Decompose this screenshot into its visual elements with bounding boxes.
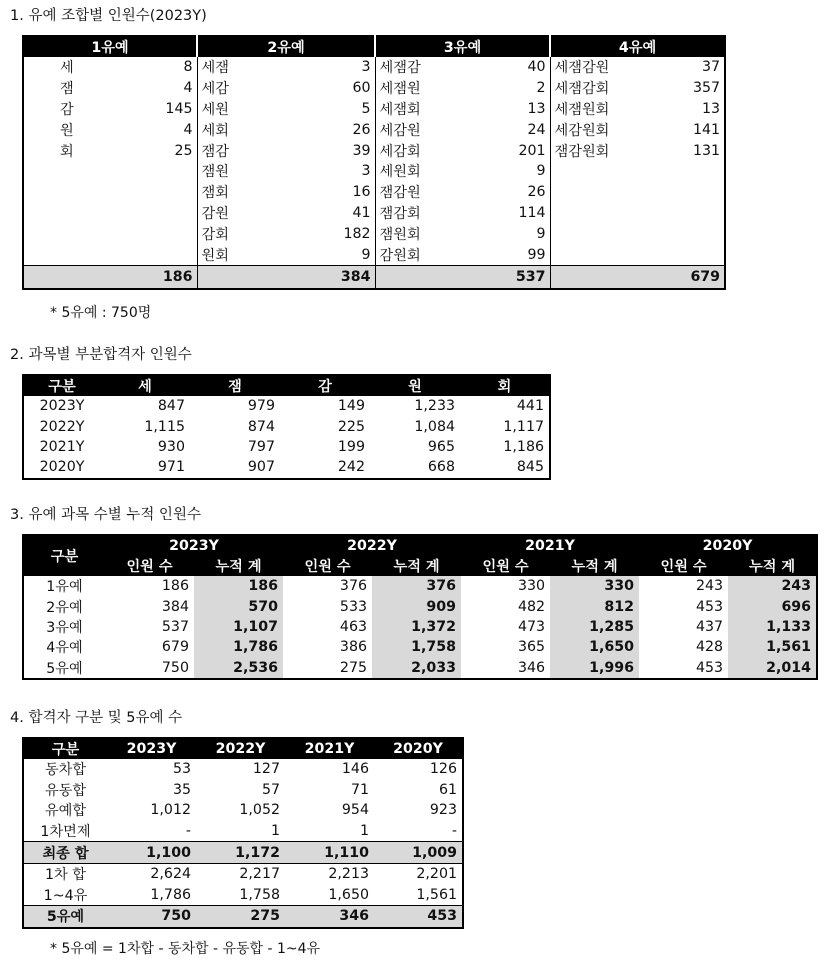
combination-name: 감원회 bbox=[375, 244, 475, 265]
passer-value: 2,624 bbox=[107, 863, 196, 884]
passer-value: 1,110 bbox=[285, 842, 374, 864]
year-header: 2020Y bbox=[639, 535, 817, 556]
passer-value: 1,650 bbox=[328, 886, 369, 903]
combination-count: 13 bbox=[527, 100, 546, 117]
subject-value: 1,084 bbox=[414, 418, 455, 435]
combination-name: 원 bbox=[60, 122, 74, 139]
passer-value: 954 bbox=[341, 802, 369, 819]
combination-count: 40 bbox=[527, 59, 546, 76]
combination-name: 잼감원회 bbox=[550, 140, 650, 161]
subject-value: 965 bbox=[427, 438, 455, 455]
cumulative-value: 330 bbox=[550, 576, 639, 596]
passer-value: - bbox=[451, 823, 457, 840]
subject-header-row bbox=[23, 375, 550, 396]
passer-value: 1,052 bbox=[239, 802, 280, 819]
passer-value: 146 bbox=[341, 761, 369, 778]
subject-value: 907 bbox=[247, 459, 275, 476]
subject-row bbox=[23, 416, 550, 436]
count-value: 384 bbox=[161, 598, 189, 615]
passer-row bbox=[23, 906, 463, 928]
year-label: 2020Y bbox=[39, 459, 85, 476]
section1-heading: 1. 유예 조합별 인원수(2023Y) bbox=[10, 8, 207, 24]
subject-value: 199 bbox=[337, 438, 365, 455]
row-label: 4유예 bbox=[46, 640, 83, 657]
count-value: 275 bbox=[339, 659, 368, 676]
cumulative-value: 1,650 bbox=[550, 637, 639, 657]
passer-row bbox=[23, 759, 463, 780]
header-4yuye: 4유예 bbox=[550, 36, 725, 57]
passer-header-cell: 2020Y bbox=[374, 738, 463, 759]
combination-count: 26 bbox=[352, 121, 371, 138]
passer-value: 1,758 bbox=[239, 886, 280, 903]
sub-header: 인원 수 bbox=[461, 556, 550, 576]
passer-value: 275 bbox=[196, 906, 285, 928]
passer-value: 1,100 bbox=[107, 842, 196, 864]
combination-name: 세회 bbox=[197, 119, 300, 140]
combination-name bbox=[550, 244, 650, 265]
combination-count: 37 bbox=[702, 59, 721, 76]
count-value: 453 bbox=[695, 659, 724, 676]
cumulative-value: 1,133 bbox=[728, 617, 817, 637]
combination-name bbox=[550, 161, 650, 182]
cumulative-value: 1,372 bbox=[372, 617, 461, 637]
combination-count bbox=[124, 244, 197, 265]
sub-header: 누적 계 bbox=[728, 556, 817, 576]
sub-header: 인원 수 bbox=[283, 556, 372, 576]
combination-total: 384 bbox=[300, 265, 375, 289]
count-value: 679 bbox=[161, 639, 189, 656]
row-label: 5유예 bbox=[23, 906, 107, 928]
subject-value: 930 bbox=[157, 438, 185, 455]
combination-total: 537 bbox=[475, 265, 550, 289]
combination-name: 잼감원 bbox=[375, 182, 475, 203]
passer-value: 126 bbox=[429, 761, 457, 778]
combination-count: 145 bbox=[165, 100, 193, 117]
passer-row bbox=[23, 821, 463, 842]
combination-total: 679 bbox=[650, 265, 725, 289]
combination-count: 4 bbox=[183, 80, 193, 97]
year-label: 2023Y bbox=[39, 398, 85, 415]
count-value: 428 bbox=[695, 639, 724, 656]
passer-value: 1,172 bbox=[196, 842, 285, 864]
combination-name: 세잼감원 bbox=[550, 57, 650, 78]
row-label: 3유예 bbox=[46, 619, 83, 636]
cumulative-value: 570 bbox=[194, 596, 283, 616]
passer-value: 61 bbox=[438, 781, 457, 798]
combination-count: 5 bbox=[361, 100, 371, 117]
combination-count: 3 bbox=[361, 59, 371, 76]
passer-table bbox=[22, 737, 464, 929]
passer-value: 57 bbox=[261, 781, 280, 798]
combination-name: 잼원 bbox=[197, 161, 300, 182]
count-value: 750 bbox=[161, 659, 189, 676]
combination-count bbox=[124, 203, 197, 224]
passer-header-cell: 2021Y bbox=[285, 738, 374, 759]
passer-value: 453 bbox=[374, 906, 463, 928]
passer-value: 1 bbox=[359, 823, 369, 840]
year-header: 2021Y bbox=[461, 535, 639, 556]
passer-row bbox=[23, 800, 463, 821]
passer-row bbox=[23, 885, 463, 906]
section4-note: * 5유예 = 1차합 - 동차합 - 유동합 - 1~4유 bbox=[50, 941, 321, 957]
subject-value: 1,233 bbox=[414, 398, 455, 415]
combination-count: 2 bbox=[536, 80, 546, 97]
combination-row bbox=[23, 161, 725, 182]
passer-value: 2,217 bbox=[196, 863, 285, 884]
passer-value: 750 bbox=[107, 906, 196, 928]
cumulative-value: 1,107 bbox=[194, 617, 283, 637]
subject-row bbox=[23, 437, 550, 457]
row-label: 2유예 bbox=[46, 599, 83, 616]
year-header: 2022Y bbox=[283, 535, 461, 556]
combination-table bbox=[22, 35, 726, 290]
combination-count: 13 bbox=[702, 100, 721, 117]
combination-name bbox=[550, 223, 650, 244]
row-label: 1~4유 bbox=[43, 887, 88, 904]
combination-count: 25 bbox=[174, 142, 193, 159]
combination-name bbox=[550, 203, 650, 224]
subject-value: 225 bbox=[337, 418, 365, 435]
combination-total: 186 bbox=[124, 265, 197, 289]
combination-name: 감 bbox=[60, 101, 74, 118]
combination-name: 세잼 bbox=[197, 57, 300, 78]
count-value: 463 bbox=[339, 618, 368, 635]
subject-header-cell: 잼 bbox=[190, 375, 280, 396]
combination-count bbox=[124, 182, 197, 203]
cumulative-value: 1,561 bbox=[728, 637, 817, 657]
count-value: 482 bbox=[517, 598, 546, 615]
count-value: 386 bbox=[339, 639, 368, 656]
combination-row bbox=[23, 182, 725, 203]
combination-count bbox=[124, 223, 197, 244]
sub-header: 누적 계 bbox=[550, 556, 639, 576]
subject-value: 149 bbox=[337, 398, 365, 415]
passer-header-cell: 2023Y bbox=[107, 738, 196, 759]
combination-row bbox=[23, 57, 725, 78]
passer-header-cell: 2022Y bbox=[196, 738, 285, 759]
combination-count: 201 bbox=[518, 142, 546, 159]
combination-name: 세원회 bbox=[375, 161, 475, 182]
cumulative-table bbox=[22, 534, 818, 680]
subject-value: 979 bbox=[247, 398, 275, 415]
combination-row bbox=[23, 203, 725, 224]
combination-count: 26 bbox=[527, 184, 546, 201]
passer-value: - bbox=[185, 823, 191, 840]
count-value: 330 bbox=[517, 578, 546, 595]
total-spacer bbox=[550, 265, 650, 289]
combination-count: 114 bbox=[518, 204, 546, 221]
subject-value: 874 bbox=[247, 418, 275, 435]
passer-value: 53 bbox=[172, 761, 191, 778]
cumulative-value: 2,033 bbox=[372, 658, 461, 679]
cumulative-value: 2,536 bbox=[194, 658, 283, 679]
combination-count: 4 bbox=[183, 121, 193, 138]
combination-name: 세감원 bbox=[375, 119, 475, 140]
row-label: 동차합 bbox=[44, 762, 87, 779]
combination-count: 99 bbox=[527, 246, 546, 263]
subject-value: 441 bbox=[516, 398, 544, 415]
row-label: 유예합 bbox=[44, 803, 87, 820]
passer-row bbox=[23, 842, 463, 864]
subject-value: 1,115 bbox=[144, 418, 185, 435]
cumulative-row bbox=[23, 576, 817, 596]
cumulative-row bbox=[23, 596, 817, 616]
total-spacer bbox=[197, 265, 300, 289]
passer-header-cell: 구분 bbox=[23, 738, 107, 759]
combination-name: 세감회 bbox=[375, 140, 475, 161]
combination-total-row bbox=[23, 265, 725, 289]
cumulative-value: 696 bbox=[728, 596, 817, 616]
combination-name bbox=[23, 182, 124, 203]
combination-name: 감원 bbox=[197, 203, 300, 224]
count-value: 186 bbox=[161, 578, 189, 595]
cumulative-row bbox=[23, 658, 817, 679]
combination-name bbox=[23, 244, 124, 265]
passer-row bbox=[23, 780, 463, 801]
total-spacer bbox=[23, 265, 124, 289]
combination-name: 세잼원회 bbox=[550, 99, 650, 120]
combination-count: 9 bbox=[361, 246, 371, 263]
combination-name bbox=[23, 223, 124, 244]
cumulative-value: 376 bbox=[372, 576, 461, 596]
cumulative-value: 1,786 bbox=[194, 637, 283, 657]
row-label: 1유예 bbox=[46, 579, 83, 596]
cumulative-value: 2,014 bbox=[728, 658, 817, 679]
combination-row bbox=[23, 140, 725, 161]
passer-value: 1,012 bbox=[150, 802, 191, 819]
combination-name: 세잼감회 bbox=[550, 78, 650, 99]
passer-value: 1,561 bbox=[416, 886, 457, 903]
passer-value: 923 bbox=[429, 802, 457, 819]
passer-value: 1,009 bbox=[374, 842, 463, 864]
passer-value: 346 bbox=[285, 906, 374, 928]
count-value: 437 bbox=[695, 618, 724, 635]
cumulative-corner: 구분 bbox=[23, 535, 105, 576]
combination-count: 3 bbox=[361, 163, 371, 180]
combination-count: 182 bbox=[343, 225, 371, 242]
combination-count: 41 bbox=[352, 204, 371, 221]
year-label: 2021Y bbox=[39, 438, 85, 455]
cumulative-value: 1,758 bbox=[372, 637, 461, 657]
subject-header-cell: 세 bbox=[100, 375, 190, 396]
count-value: 453 bbox=[695, 598, 724, 615]
header-3yuye: 3유예 bbox=[375, 36, 550, 57]
passer-header-row bbox=[23, 738, 463, 759]
combination-name bbox=[550, 182, 650, 203]
subject-header-cell: 원 bbox=[370, 375, 460, 396]
combination-count: 60 bbox=[352, 80, 371, 97]
count-value: 365 bbox=[517, 639, 546, 656]
year-header: 2023Y bbox=[105, 535, 283, 556]
cumulative-value: 812 bbox=[550, 596, 639, 616]
combination-count: 141 bbox=[692, 121, 721, 138]
combination-name: 세감 bbox=[197, 78, 300, 99]
subject-value: 845 bbox=[516, 459, 544, 476]
passer-row bbox=[23, 863, 463, 884]
combination-row bbox=[23, 119, 725, 140]
combination-name: 잼 bbox=[60, 81, 74, 98]
combination-name: 잼원회 bbox=[375, 223, 475, 244]
row-label: 최종 합 bbox=[23, 842, 107, 864]
combination-count bbox=[650, 161, 725, 182]
passer-value: 71 bbox=[350, 781, 369, 798]
combination-name bbox=[23, 203, 124, 224]
section1-note: * 5유예 : 750명 bbox=[50, 305, 152, 321]
combination-row bbox=[23, 99, 725, 120]
count-value: 473 bbox=[517, 618, 546, 635]
combination-row bbox=[23, 78, 725, 99]
count-value: 376 bbox=[339, 578, 368, 595]
count-value: 537 bbox=[161, 618, 189, 635]
row-label: 5유예 bbox=[46, 660, 83, 677]
combination-name: 잼감회 bbox=[375, 203, 475, 224]
subject-value: 668 bbox=[427, 459, 455, 476]
sub-header: 누적 계 bbox=[194, 556, 283, 576]
combination-count: 24 bbox=[527, 121, 546, 138]
subject-table bbox=[22, 374, 551, 480]
combination-name bbox=[23, 161, 124, 182]
cumulative-value: 243 bbox=[728, 576, 817, 596]
count-value: 243 bbox=[695, 578, 724, 595]
combination-count: 357 bbox=[692, 80, 721, 97]
combination-name: 감회 bbox=[197, 223, 300, 244]
combination-count: 8 bbox=[183, 59, 193, 76]
row-label: 유동합 bbox=[44, 782, 87, 799]
total-spacer bbox=[375, 265, 475, 289]
combination-name: 잼회 bbox=[197, 182, 300, 203]
header-1yuye: 1유예 bbox=[23, 36, 197, 57]
combination-count bbox=[650, 182, 725, 203]
year-label: 2022Y bbox=[39, 418, 85, 435]
combination-name: 세잼원 bbox=[375, 78, 475, 99]
count-value: 346 bbox=[517, 659, 546, 676]
cumulative-subheader-row bbox=[23, 556, 817, 576]
section3-heading: 3. 유예 과목 수별 누적 인원수 bbox=[10, 507, 201, 523]
combination-count: 16 bbox=[352, 184, 371, 201]
section4-heading: 4. 합격자 구분 및 5유예 수 bbox=[10, 710, 183, 726]
combination-row bbox=[23, 223, 725, 244]
combination-count bbox=[124, 161, 197, 182]
cumulative-value: 186 bbox=[194, 576, 283, 596]
cumulative-value: 909 bbox=[372, 596, 461, 616]
combination-name: 세원 bbox=[197, 99, 300, 120]
combination-count: 9 bbox=[536, 225, 546, 242]
cumulative-header-row bbox=[23, 535, 817, 556]
subject-header-cell: 회 bbox=[460, 375, 550, 396]
combination-name: 잼감 bbox=[197, 140, 300, 161]
subject-value: 797 bbox=[247, 438, 275, 455]
combination-name: 세감원회 bbox=[550, 119, 650, 140]
combination-count bbox=[650, 203, 725, 224]
passer-value: 2,213 bbox=[285, 863, 374, 884]
sub-header: 누적 계 bbox=[372, 556, 461, 576]
combination-header-row bbox=[23, 36, 725, 57]
header-2yuye: 2유예 bbox=[197, 36, 375, 57]
subject-value: 242 bbox=[337, 459, 365, 476]
passer-value: 127 bbox=[252, 761, 280, 778]
combination-count: 39 bbox=[352, 142, 371, 159]
cumulative-value: 1,285 bbox=[550, 617, 639, 637]
subject-value: 1,186 bbox=[503, 438, 544, 455]
combination-name: 세잼감 bbox=[375, 57, 475, 78]
sub-header: 인원 수 bbox=[639, 556, 728, 576]
combination-count bbox=[650, 244, 725, 265]
subject-row bbox=[23, 396, 550, 416]
combination-name: 회 bbox=[60, 143, 74, 160]
combination-name: 세 bbox=[60, 60, 74, 77]
combination-count: 9 bbox=[536, 163, 546, 180]
subject-value: 1,117 bbox=[503, 418, 544, 435]
combination-row bbox=[23, 244, 725, 265]
cumulative-row bbox=[23, 617, 817, 637]
subject-value: 971 bbox=[157, 459, 185, 476]
subject-header-cell: 감 bbox=[280, 375, 370, 396]
count-value: 533 bbox=[339, 598, 368, 615]
cumulative-value: 1,996 bbox=[550, 658, 639, 679]
row-label: 1차 합 bbox=[23, 863, 107, 884]
subject-value: 847 bbox=[157, 398, 185, 415]
subject-row bbox=[23, 457, 550, 478]
section2-heading: 2. 과목별 부분합격자 인원수 bbox=[10, 347, 192, 363]
passer-value: 1,786 bbox=[150, 886, 191, 903]
combination-name: 세잼회 bbox=[375, 99, 475, 120]
passer-value: 2,201 bbox=[374, 863, 463, 884]
passer-value: 35 bbox=[172, 781, 191, 798]
combination-name: 원회 bbox=[197, 244, 300, 265]
cumulative-row bbox=[23, 637, 817, 657]
subject-header-cell: 구분 bbox=[23, 375, 100, 396]
combination-count: 131 bbox=[692, 142, 721, 159]
sub-header: 인원 수 bbox=[105, 556, 194, 576]
combination-count bbox=[650, 223, 725, 244]
row-label: 1차면제 bbox=[40, 824, 91, 841]
passer-value: 1 bbox=[270, 823, 280, 840]
